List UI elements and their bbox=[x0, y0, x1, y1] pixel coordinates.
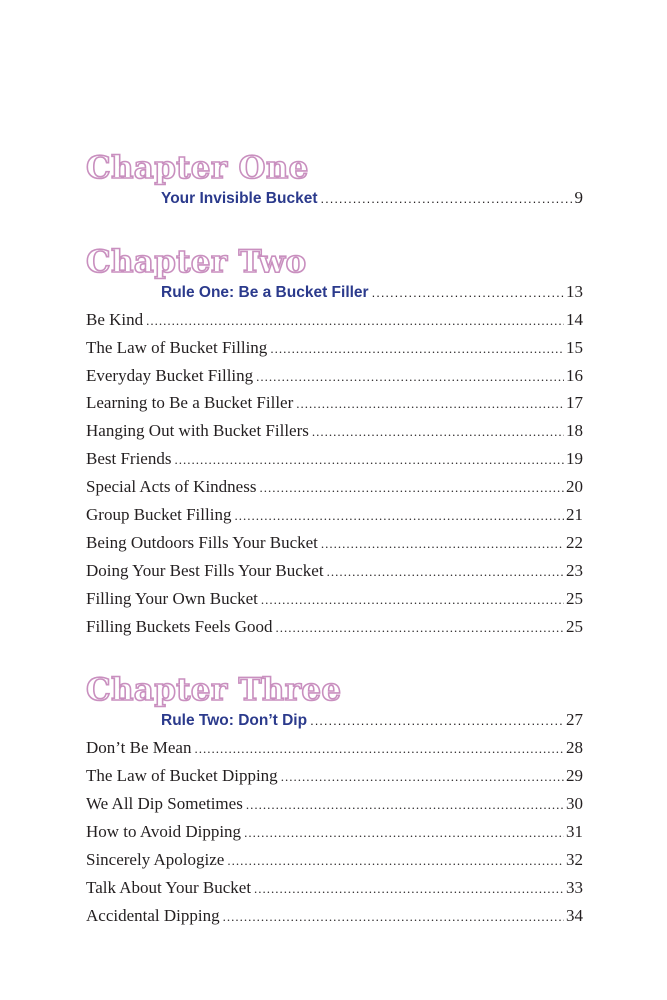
dot-leader bbox=[246, 797, 564, 813]
page-number: 33 bbox=[566, 877, 583, 897]
dot-leader bbox=[281, 769, 564, 785]
entry-label: The Law of Bucket Dipping bbox=[86, 766, 278, 786]
page-number: 30 bbox=[566, 794, 583, 814]
dot-leader bbox=[372, 285, 564, 300]
dot-leader bbox=[270, 341, 564, 357]
toc-entry bbox=[86, 850, 583, 878]
dot-leader bbox=[244, 825, 564, 841]
entry-label: Best Friends bbox=[86, 449, 172, 469]
entry-label: Learning to Be a Bucket Filler bbox=[86, 393, 294, 413]
entry-label: The Law of Bucket Filling bbox=[86, 337, 268, 357]
chapter-three-section bbox=[86, 670, 583, 933]
dot-leader bbox=[254, 881, 564, 897]
entry-label: Be Kind bbox=[86, 309, 144, 329]
page-number: 9 bbox=[574, 188, 583, 207]
entry-label: Accidental Dipping bbox=[86, 905, 220, 925]
entry-label: Your Invisible Bucket bbox=[161, 190, 318, 207]
toc-rule-entry bbox=[86, 188, 583, 216]
page-number: 29 bbox=[566, 766, 583, 786]
page-number: 14 bbox=[566, 309, 583, 329]
dot-leader bbox=[261, 592, 564, 608]
dot-leader bbox=[310, 713, 564, 728]
toc-entry bbox=[86, 533, 583, 561]
dot-leader bbox=[146, 313, 564, 329]
page-number: 13 bbox=[566, 281, 583, 301]
toc-entry bbox=[86, 738, 583, 766]
toc-entry bbox=[86, 338, 583, 366]
dot-leader bbox=[194, 741, 564, 757]
page-number: 18 bbox=[566, 421, 583, 441]
entry-label: Sincerely Apologize bbox=[86, 849, 225, 869]
page-number: 15 bbox=[566, 337, 583, 357]
page-number: 19 bbox=[566, 449, 583, 469]
toc-entry bbox=[86, 393, 583, 421]
toc-entry bbox=[86, 822, 583, 850]
page-number: 23 bbox=[566, 560, 583, 580]
toc-entry bbox=[86, 477, 583, 505]
entry-label: Filling Your Own Bucket bbox=[86, 588, 258, 608]
toc-entry bbox=[86, 878, 583, 906]
table-of-contents bbox=[86, 148, 583, 960]
page-number: 22 bbox=[566, 532, 583, 552]
toc-entry bbox=[86, 421, 583, 449]
entry-label: Filling Buckets Feels Good bbox=[86, 616, 273, 636]
entry-label: We All Dip Sometimes bbox=[86, 794, 243, 814]
entry-label: Don’t Be Mean bbox=[86, 738, 192, 758]
page-number: 17 bbox=[566, 393, 583, 413]
dot-leader bbox=[259, 480, 564, 496]
dot-leader bbox=[276, 620, 564, 636]
entry-label: Hanging Out with Bucket Fillers bbox=[86, 421, 309, 441]
dot-leader bbox=[320, 191, 572, 206]
entry-label: Being Outdoors Fills Your Bucket bbox=[86, 532, 318, 552]
entry-label: Doing Your Best Fills Your Bucket bbox=[86, 560, 324, 580]
dot-leader bbox=[256, 369, 564, 385]
entry-label: Talk About Your Bucket bbox=[86, 877, 252, 897]
toc-entry bbox=[86, 794, 583, 822]
toc-entry bbox=[86, 366, 583, 394]
entry-label: Special Acts of Kindness bbox=[86, 477, 257, 497]
toc-rule-entry bbox=[86, 282, 583, 310]
toc-entry bbox=[86, 505, 583, 533]
page-number: 32 bbox=[566, 849, 583, 869]
page-number: 25 bbox=[566, 616, 583, 636]
dot-leader bbox=[223, 909, 564, 925]
page-number: 31 bbox=[566, 822, 583, 842]
toc-entry bbox=[86, 589, 583, 617]
toc-entry bbox=[86, 310, 583, 338]
dot-leader bbox=[321, 536, 564, 552]
toc-entry bbox=[86, 561, 583, 589]
entry-label: How to Avoid Dipping bbox=[86, 822, 242, 842]
chapter-title: Chapter Two bbox=[86, 243, 307, 280]
dot-leader bbox=[174, 452, 564, 468]
chapter-one-section bbox=[86, 148, 583, 216]
entry-label: Rule One: Be a Bucket Filler bbox=[161, 283, 369, 301]
page-number: 16 bbox=[566, 365, 583, 385]
toc-rule-entry bbox=[86, 710, 583, 738]
page-number: 25 bbox=[566, 588, 583, 608]
toc-entry bbox=[86, 766, 583, 794]
entry-label: Everyday Bucket Filling bbox=[86, 365, 254, 385]
entry-label: Rule Two: Don’t Dip bbox=[161, 712, 308, 730]
dot-leader bbox=[312, 424, 564, 440]
dot-leader bbox=[296, 396, 564, 412]
chapter-title: Chapter Three bbox=[86, 672, 342, 709]
page-number: 21 bbox=[566, 505, 583, 525]
page-number: 28 bbox=[566, 738, 583, 758]
entry-label: Group Bucket Filling bbox=[86, 505, 232, 525]
page-number: 34 bbox=[566, 905, 583, 925]
dot-leader bbox=[234, 508, 564, 524]
chapter-title: Chapter One bbox=[86, 150, 309, 186]
dot-leader bbox=[227, 853, 564, 869]
toc-entry bbox=[86, 449, 583, 477]
dot-leader bbox=[327, 564, 564, 580]
page-number: 27 bbox=[566, 710, 583, 730]
toc-entry bbox=[86, 906, 583, 934]
page-number: 20 bbox=[566, 477, 583, 497]
chapter-two-section bbox=[86, 242, 583, 645]
toc-entry bbox=[86, 617, 583, 645]
